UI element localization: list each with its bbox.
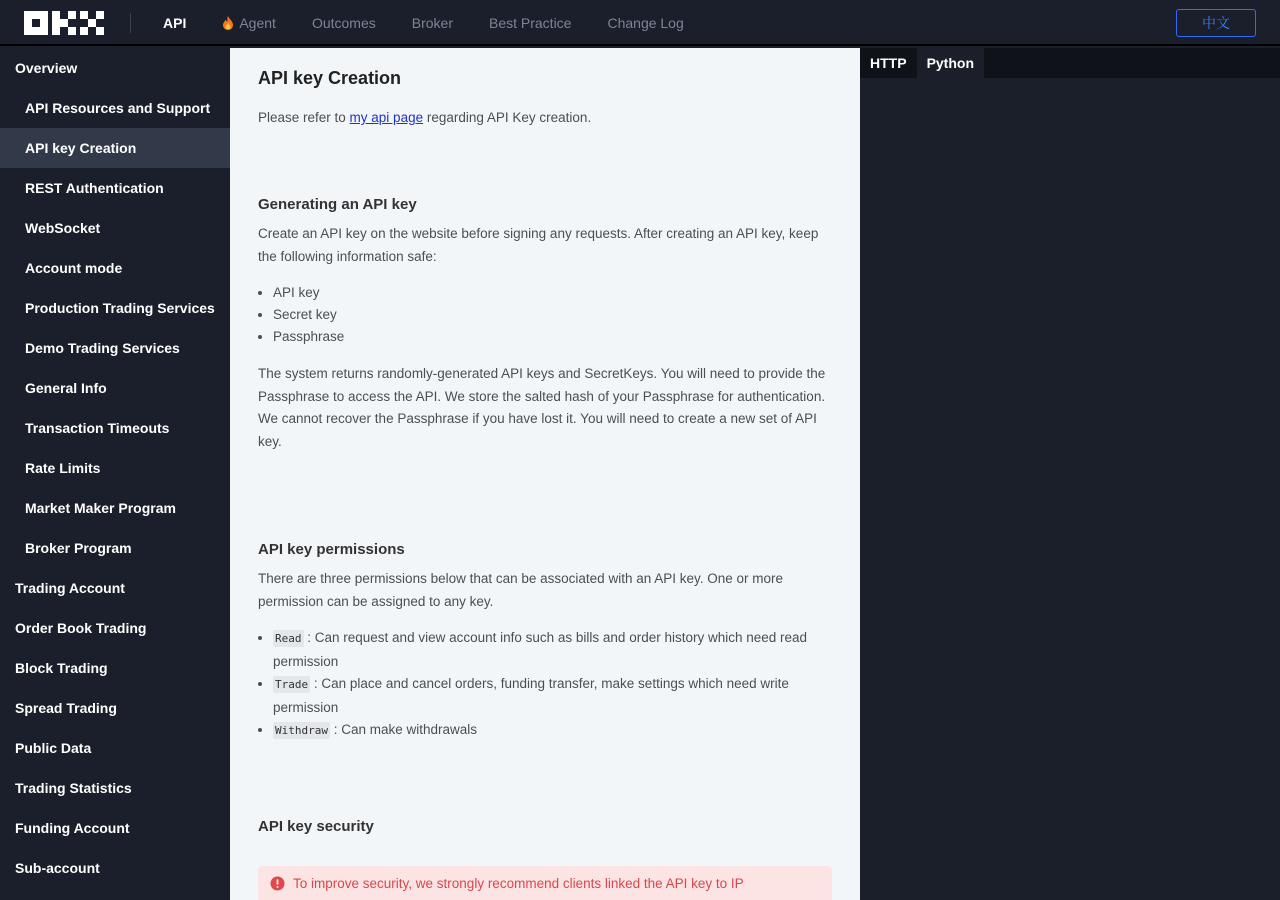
sidebar-item-trading-account[interactable]: Trading Account [15, 580, 125, 596]
nav-api-label: API [163, 15, 187, 31]
permission-desc: : Can place and cancel orders, funding transfer, make settings which need write permission [273, 676, 789, 715]
main-content [230, 48, 860, 900]
logo-divider [130, 13, 131, 33]
permission-desc: : Can request and view account info such as bills and order history which need read permission [273, 630, 808, 669]
tab-http[interactable]: HTTP [870, 55, 907, 71]
nav-agent-label: Agent [239, 15, 276, 31]
warning-icon [270, 876, 285, 896]
nav-best-practice[interactable] [474, 0, 586, 46]
code-panel [860, 48, 1280, 900]
page-title: API key Creation [258, 68, 402, 88]
sidebar-item-rate-limits[interactable]: Rate Limits [25, 460, 101, 476]
list-item: • Secret key [273, 304, 818, 326]
permissions-text: There are three permissions below that can be associated with an API key. One or more permission can be assigned to any key. [258, 571, 784, 609]
list-item [273, 627, 832, 673]
permission-code-withdraw: Withdraw [275, 724, 328, 737]
sidebar [0, 48, 230, 900]
sidebar-item-public-data[interactable]: Public Data [15, 740, 92, 756]
generating-text-2: The system returns randomly-generated API keys and SecretKeys. You will need to provide the Passphrase to access the API. We store the salted hash of your Passphrase for authentication. We cannot recover the Passphrase if you have lost it. You will need to create a new set of API key. [258, 366, 826, 449]
security-alert [258, 866, 832, 900]
tab-python[interactable]: Python [917, 48, 984, 78]
sidebar-item-funding-account[interactable]: Funding Account [15, 820, 130, 836]
sidebar-item-spread-trading[interactable]: Spread Trading [15, 700, 117, 716]
list-item: • API key [273, 282, 818, 304]
permission-code-read: Read [275, 632, 302, 645]
generating-list [258, 282, 818, 348]
intro-prefix: Please refer to [258, 110, 350, 125]
permissions-heading: API key permissions [258, 541, 405, 558]
sidebar-item-sub-account[interactable]: Sub-account [15, 860, 100, 876]
sidebar-item-overview[interactable]: Overview [15, 60, 78, 76]
list-item: • Passphrase [273, 326, 818, 348]
security-alert-text: To improve security, we strongly recommend clients linked the API key to IP [293, 876, 744, 891]
sidebar-item-block-trading[interactable]: Block Trading [15, 660, 108, 676]
sidebar-item-api-key-creation[interactable]: API key Creation [0, 128, 230, 168]
nav-outcomes[interactable] [297, 0, 391, 46]
sidebar-item-rest-authentication[interactable]: REST Authentication [25, 180, 164, 196]
list-item [273, 673, 832, 719]
sidebar-item-trading-statistics[interactable]: Trading Statistics [15, 780, 132, 796]
sidebar-item-order-book-trading[interactable]: Order Book Trading [15, 620, 147, 636]
generating-heading: Generating an API key [258, 196, 417, 213]
permission-code-trade: Trade [275, 678, 309, 691]
nav-change-log[interactable] [592, 0, 698, 46]
sidebar-item-general-info[interactable]: General Info [25, 380, 107, 396]
nav-outcomes-label: Outcomes [311, 15, 376, 31]
my-api-page-link[interactable]: my api page [349, 110, 424, 125]
language-toggle-button[interactable]: 中文 [1176, 9, 1256, 37]
list-item [273, 719, 832, 743]
sidebar-item-transaction-timeouts[interactable]: Transaction Timeouts [25, 420, 170, 436]
code-language-tabs [860, 48, 1280, 78]
intro-text [258, 107, 832, 130]
sidebar-item-api-resources[interactable]: API Resources and Support [25, 100, 211, 116]
generating-text: Create an API key on the website before signing any requests. After creating an API key, keep the following information safe: [258, 226, 819, 264]
sidebar-item-production-trading[interactable]: Production Trading Services [25, 300, 215, 316]
nav-broker[interactable] [397, 0, 468, 46]
flame-icon [222, 16, 234, 30]
sidebar-item-demo-trading[interactable]: Demo Trading Services [25, 340, 180, 356]
main-nav [148, 0, 705, 46]
top-navigation-bar [0, 0, 1280, 46]
nav-best-practice-label: Best Practice [488, 15, 572, 31]
sidebar-item-account-mode[interactable]: Account mode [25, 260, 123, 276]
nav-agent[interactable] [207, 0, 291, 46]
nav-api[interactable] [148, 0, 201, 46]
sidebar-item-market-maker[interactable]: Market Maker Program [25, 500, 176, 516]
permission-desc: : Can make withdrawals [329, 722, 478, 737]
permissions-list [258, 627, 832, 743]
sidebar-item-broker-program[interactable]: Broker Program [25, 540, 132, 556]
security-heading: API key security [258, 818, 374, 835]
sidebar-item-websocket[interactable]: WebSocket [25, 220, 101, 236]
nav-broker-label: Broker [411, 15, 453, 31]
okx-logo[interactable] [24, 11, 104, 35]
intro-suffix: regarding API Key creation. [423, 110, 592, 125]
nav-change-log-label: Change Log [607, 15, 684, 31]
